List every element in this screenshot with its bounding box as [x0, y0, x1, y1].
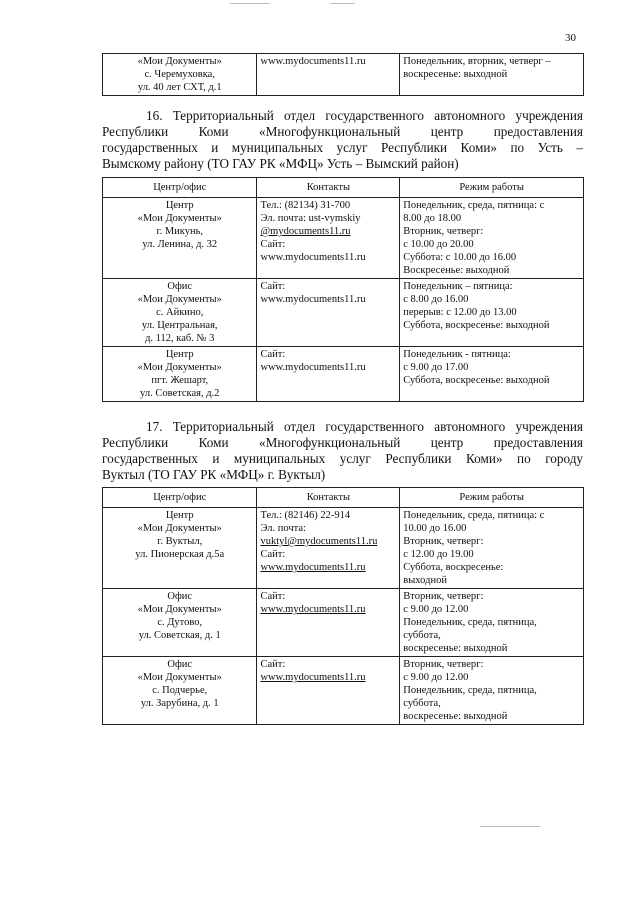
hours-line: с 10.00 до 20.00 — [403, 239, 474, 250]
page-number: 30 — [565, 32, 576, 44]
hours-line: Вторник, четверг: — [403, 536, 484, 547]
hours-line: с 9.00 до 12.00 — [403, 604, 469, 615]
contacts-cell — [257, 347, 400, 402]
office-line: с. Дутово, — [157, 617, 203, 628]
hours-line: воскресенье: выходной — [403, 69, 508, 80]
contact-line: Сайт: — [260, 549, 286, 560]
hours-line: с 9.00 до 17.00 — [403, 362, 469, 373]
heading-line: государственных и муниципальных услуг Республики Коми» по Усть – — [102, 140, 583, 155]
scan-mark — [230, 3, 270, 4]
section-17-heading — [102, 419, 583, 483]
office-line: Офис — [167, 659, 193, 670]
office-line: «Мои Документы» — [137, 672, 222, 683]
contact-line: Тел.: (82146) 22-914 — [260, 510, 351, 521]
table-row — [103, 508, 584, 589]
hours-cell — [400, 347, 584, 402]
office-cell — [103, 54, 257, 96]
hours-line: Суббота: с 10.00 до 16.00 — [403, 252, 517, 263]
office-line: ул. Советская, д. 1 — [138, 630, 221, 641]
contacts-cell — [257, 279, 400, 347]
office-line: пгт. Жешарт, — [151, 375, 209, 386]
office-cell — [103, 198, 257, 279]
contacts-cell — [257, 657, 400, 725]
header-row — [103, 488, 584, 508]
header-contacts: Контакты — [257, 178, 400, 198]
heading-line: Вуктыл (ТО ГАУ РК «МФЦ» г. Вуктыл) — [102, 467, 326, 482]
scan-mark — [480, 826, 540, 827]
office-line: г. Вуктыл, — [157, 536, 203, 547]
contact-link[interactable]: www.mydocuments11.ru — [260, 56, 366, 67]
hours-line: с 12.00 до 19.00 — [403, 549, 474, 560]
office-cell — [103, 589, 257, 657]
hours-line: Понедельник, среда, пятница: с — [403, 510, 545, 521]
section-16-table-body — [103, 198, 584, 402]
section-16-table — [102, 177, 584, 402]
hours-line: воскресенье: выходной — [403, 711, 508, 722]
contact-line: Сайт: — [260, 239, 286, 250]
office-line: ул. Советская, д.2 — [140, 388, 220, 399]
contact-line: Эл. почта: — [260, 523, 306, 534]
contact-line: Тел.: (82134) 31-700 — [260, 200, 351, 211]
contact-link[interactable]: www.mydocuments11.ru — [260, 604, 366, 615]
hours-cell — [400, 589, 584, 657]
contact-link[interactable]: vuktyl@mydocuments11.ru — [260, 536, 378, 547]
office-line: д. 112, каб. № 3 — [145, 333, 215, 344]
office-line: ул. Зарубина, д. 1 — [140, 698, 219, 709]
office-line: «Мои Документы» — [137, 294, 222, 305]
hours-cell — [400, 279, 584, 347]
hours-line: суббота, — [403, 630, 441, 641]
section-17-table — [102, 487, 584, 725]
section-17-table-body — [103, 508, 584, 725]
table-row — [103, 347, 584, 402]
office-line: «Мои Документы» — [137, 362, 222, 373]
heading-line: 16. Территориальный отдел государственного автономного учреждения — [146, 108, 583, 123]
hours-line: Суббота, воскресенье: выходной — [403, 375, 550, 386]
header-row — [103, 178, 584, 198]
hours-cell — [400, 198, 584, 279]
section-16-heading — [102, 108, 583, 172]
table-row — [103, 198, 584, 279]
heading-line: государственных и муниципальных услуг Республики Коми» по городу — [102, 451, 583, 466]
hours-line: с 8.00 до 16.00 — [403, 294, 469, 305]
contact-line: Сайт: — [260, 591, 286, 602]
hours-line: воскресенье: выходной — [403, 643, 508, 654]
header-hours: Режим работы — [400, 488, 584, 508]
office-line: ул. 40 лет СХТ, д.1 — [137, 82, 222, 93]
contacts-cell — [257, 508, 400, 589]
hours-line: Понедельник - пятница: — [403, 349, 511, 360]
table-row — [103, 279, 584, 347]
table-row — [103, 54, 584, 96]
contacts-cell — [257, 589, 400, 657]
office-cell — [103, 279, 257, 347]
office-line: Офис — [167, 591, 193, 602]
header-office: Центр/офис — [103, 488, 257, 508]
hours-line: Понедельник – пятница: — [403, 281, 513, 292]
office-line: ул. Пионерская д.5а — [135, 549, 225, 560]
office-cell — [103, 508, 257, 589]
hours-line: Понедельник, среда, пятница: с — [403, 200, 545, 211]
contacts-cell — [257, 198, 400, 279]
heading-line: Республики Коми «Многофункциональный центр предоставления — [102, 435, 583, 450]
hours-line: Вторник, четверг: — [403, 226, 484, 237]
office-line: ул. Центральная, — [141, 320, 218, 331]
contact-link[interactable]: www.mydocuments11.ru — [260, 294, 366, 305]
contact-line: Сайт: — [260, 281, 286, 292]
heading-line: Вымскому району (ТО ГАУ РК «МФЦ» Усть – Вымский район) — [102, 156, 459, 171]
office-cell — [103, 657, 257, 725]
hours-line: Суббота, воскресенье: выходной — [403, 320, 550, 331]
office-line: с. Черемуховка, — [144, 69, 215, 80]
office-line: «Мои Документы» — [137, 56, 222, 67]
hours-cell — [400, 54, 584, 96]
hours-cell — [400, 508, 584, 589]
hours-line: 8.00 до 18.00 — [403, 213, 462, 224]
hours-line: с 9.00 до 12.00 — [403, 672, 469, 683]
hours-line: выходной — [403, 575, 447, 586]
table-row — [103, 657, 584, 725]
office-line: с. Айкино, — [156, 307, 204, 318]
continuation-table — [102, 53, 584, 96]
heading-line: Республики Коми «Многофункциональный центр предоставления — [102, 124, 583, 139]
contacts-cell — [257, 54, 400, 96]
hours-line: 10.00 до 16.00 — [403, 523, 467, 534]
hours-line: Суббота, воскресенье: — [403, 562, 504, 573]
office-line: г. Микунь, — [156, 226, 204, 237]
contact-link[interactable]: @mydocuments11.ru — [260, 226, 351, 237]
header-hours: Режим работы — [400, 178, 584, 198]
contact-link[interactable]: www.mydocuments11.ru — [260, 672, 366, 683]
contact-link[interactable]: www.mydocuments11.ru — [260, 252, 366, 263]
office-line: «Мои Документы» — [137, 604, 222, 615]
office-line: Центр — [165, 510, 194, 521]
hours-line: Понедельник, среда, пятница, — [403, 617, 537, 628]
heading-line: 17. Территориальный отдел государственного автономного учреждения — [146, 419, 583, 434]
office-line: Центр — [165, 349, 194, 360]
header-contacts: Контакты — [257, 488, 400, 508]
header-office: Центр/офис — [103, 178, 257, 198]
contact-line: Эл. почта: ust-vymskiy — [260, 213, 361, 224]
contact-link[interactable]: www.mydocuments11.ru — [260, 562, 366, 573]
hours-line: Вторник, четверг: — [403, 591, 484, 602]
contact-link[interactable]: www.mydocuments11.ru — [260, 362, 366, 373]
office-line: Офис — [167, 281, 193, 292]
office-line: «Мои Документы» — [137, 523, 222, 534]
office-line: «Мои Документы» — [137, 213, 222, 224]
hours-line: перерыв: с 12.00 до 13.00 — [403, 307, 517, 318]
hours-line: Понедельник, среда, пятница, — [403, 685, 537, 696]
hours-line: суббота, — [403, 698, 441, 709]
scan-mark — [330, 3, 355, 4]
continuation-table-body — [103, 54, 584, 96]
hours-cell — [400, 657, 584, 725]
hours-line: Вторник, четверг: — [403, 659, 484, 670]
office-cell — [103, 347, 257, 402]
office-line: Центр — [165, 200, 194, 211]
office-line: ул. Ленина, д. 32 — [142, 239, 218, 250]
hours-line: Понедельник, вторник, четверг – — [403, 56, 551, 67]
hours-line: Воскресенье: выходной — [403, 265, 510, 276]
contact-line: Сайт: — [260, 349, 286, 360]
contact-line: Сайт: — [260, 659, 286, 670]
office-line: с. Подчерье, — [152, 685, 208, 696]
table-row — [103, 589, 584, 657]
